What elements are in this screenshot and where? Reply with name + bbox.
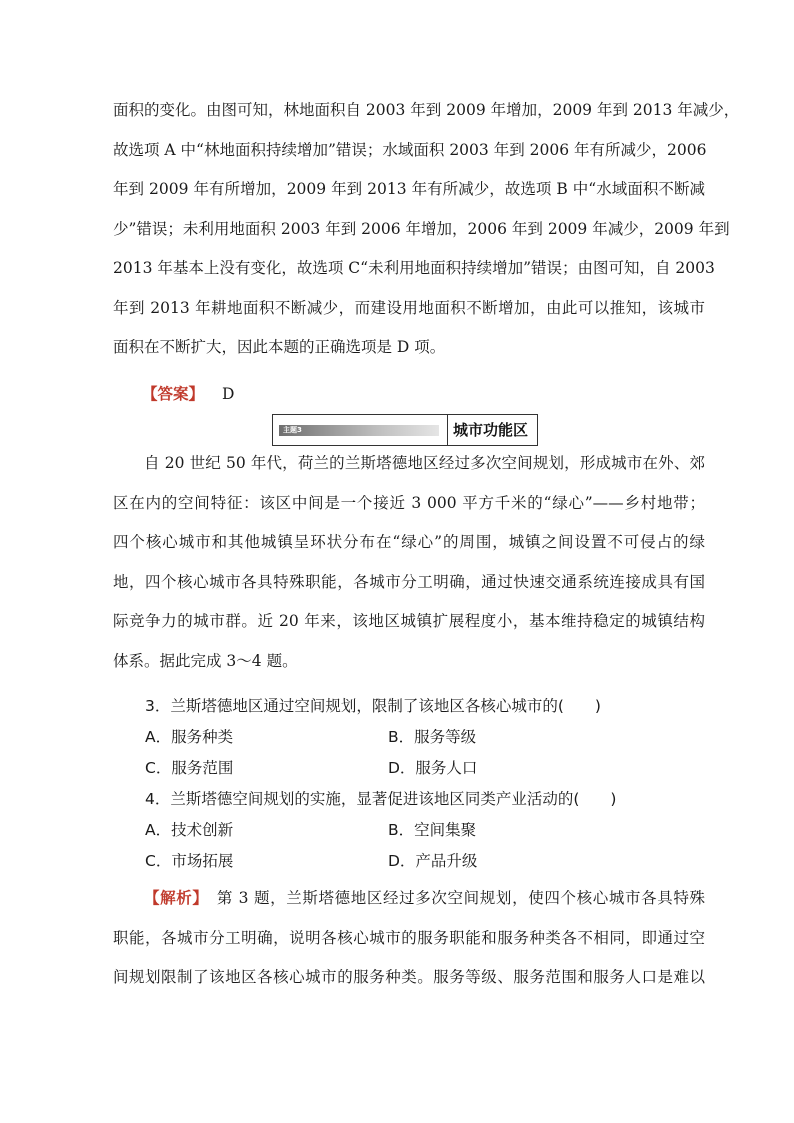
section-title: 城市功能区 bbox=[453, 421, 529, 439]
text-line: 2013 年基本上没有变化，故选项 C“未利用地面积持续增加”错误；由图可知，自 2003 bbox=[113, 259, 715, 277]
text-line: 年到 2009 年有所增加，2009 年到 2013 年有所减少，故选项 B 中“水域面积不断减 bbox=[113, 180, 705, 198]
text-line: 少”错误；未利用地面积 2003 年到 2006 年增加，2006 年到 2009 年减少，2009 年到 bbox=[113, 219, 730, 238]
question-4-stem: 4．兰斯塔德空间规划的实施，显著促进该地区同类产业活动的( ) bbox=[145, 790, 617, 808]
text-line: 间规划限制了该地区各核心城市的服务种类。服务等级、服务范围和服务人口是难以 bbox=[113, 968, 705, 986]
section-header bbox=[272, 414, 538, 446]
analysis-paragraph bbox=[113, 879, 705, 998]
analysis-tag: 【解析】 bbox=[144, 889, 201, 907]
text-line: 地，四个核心城市各具特殊职能，各城市分工明确，通过快速交通系统连接成具有国 bbox=[113, 572, 705, 591]
analysis-text: 第 3 题，兰斯塔德地区经过多次空间规划，使四个核心城市各具特殊 bbox=[216, 889, 705, 907]
section-band bbox=[279, 425, 439, 436]
answer-tag: 【答案】 bbox=[142, 385, 205, 403]
section-band-label: 主题3 bbox=[283, 426, 302, 434]
answer-value: D bbox=[222, 385, 235, 403]
text-line: 职能，各城市分工明确，说明各核心城市的服务职能和服务种类各不相同，即通过空 bbox=[113, 928, 705, 947]
text-line: 区在内的空间特征：该区中间是一个接近 3 000 平方千米的“绿心”——乡村地带； bbox=[113, 493, 705, 512]
question-4-option-d: D．产品升级 bbox=[388, 852, 478, 870]
question-4-option-a: A．技术创新 bbox=[145, 821, 234, 839]
text-line: 面积在不断扩大，因此本题的正确选项是 D 项。 bbox=[113, 338, 446, 356]
question-3-stem: 3．兰斯塔德地区通过空间规划，限制了该地区各核心城市的( ) bbox=[145, 697, 601, 715]
text-line: 年到 2013 年耕地面积不断减少，而建设用地面积不断增加，由此可以推知，该城市 bbox=[113, 298, 705, 317]
text-line: 际竞争力的城市群。近 20 年来，该地区城镇扩展程度小，基本维持稳定的城镇结构 bbox=[113, 612, 705, 630]
text-line: 四个核心城市和其他城镇呈环状分布在“绿心”的周围，城镇之间设置不可侵占的绿 bbox=[113, 533, 705, 551]
text-line: 体系。据此完成 3～4 题。 bbox=[113, 651, 298, 670]
section-divider bbox=[447, 415, 448, 445]
text-line: 自 20 世纪 50 年代，荷兰的兰斯塔德地区经过多次空间规划，形成城市在外、郊 bbox=[144, 454, 705, 472]
material-paragraph bbox=[113, 444, 705, 681]
text-line: 故选项 A 中“林地面积持续增加”错误；水域面积 2003 年到 2006 年有所减少，2006 bbox=[113, 140, 707, 159]
text-line: 面积的变化。由图可知，林地面积自 2003 年到 2009 年增加，2009 年到 2013 年减少， bbox=[113, 101, 740, 119]
question-4-option-b: B．空间集聚 bbox=[388, 821, 477, 839]
question-4-option-c: C．市场拓展 bbox=[145, 852, 234, 870]
question-3-option-d: D．服务人口 bbox=[388, 759, 478, 777]
question-3-option-b: B．服务等级 bbox=[388, 728, 477, 746]
answer-line bbox=[142, 382, 234, 406]
explanation-paragraph bbox=[113, 91, 740, 368]
analysis-first-line bbox=[113, 879, 705, 919]
question-3-option-a: A．服务种类 bbox=[145, 728, 234, 746]
question-3-option-c: C．服务范围 bbox=[145, 759, 234, 777]
